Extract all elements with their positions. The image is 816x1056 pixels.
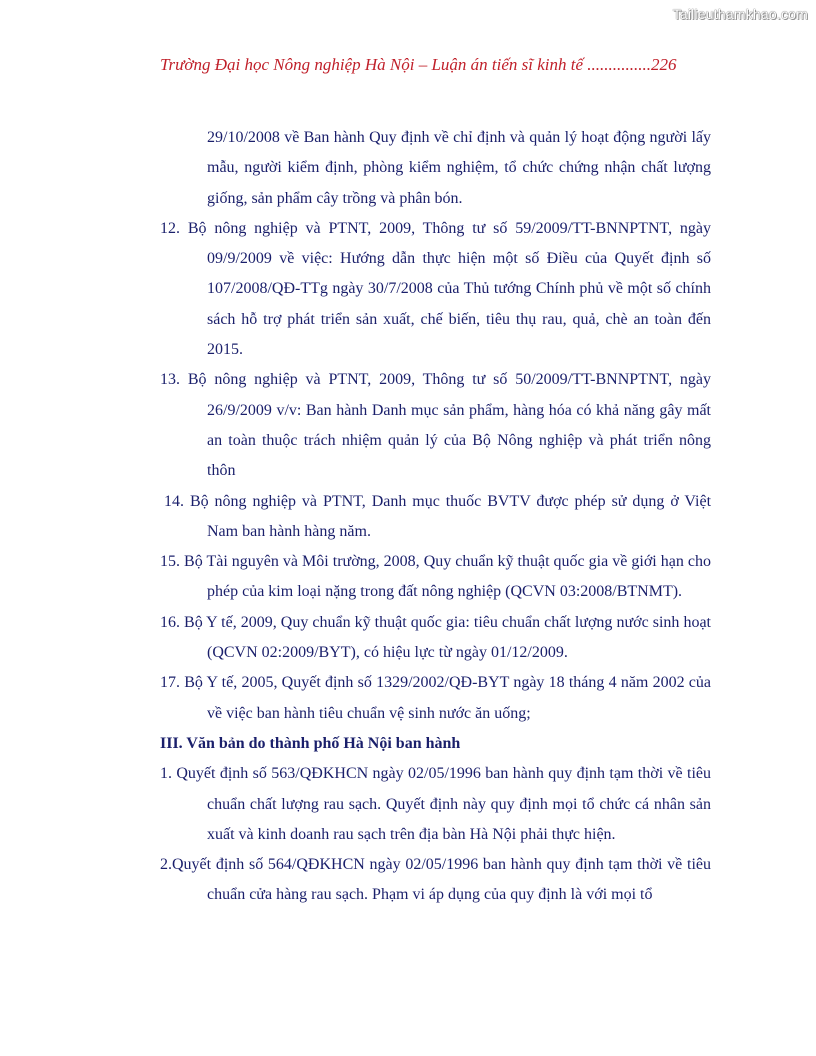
- list-item: [160, 365, 711, 486]
- list-item: [160, 668, 711, 729]
- entry-number: 2.: [160, 856, 172, 874]
- list-item: [160, 608, 711, 669]
- reference-list: [160, 123, 711, 911]
- entry-text: Quyết định số 563/QĐKHCN ngày 02/05/1996 ban hành quy định tạm thời về tiêu chuẩn chất lượng rau sạch. Quyết định này quy định mọi tổ chức cá nhân sản xuất và kinh doanh rau sạch trên địa bàn Hà Nội phải thực hiện.: [176, 765, 711, 843]
- list-item: [160, 487, 711, 548]
- list-item: [160, 547, 711, 608]
- entry-text: 29/10/2008 về Ban hành Quy định về chỉ định và quản lý hoạt động người lấy mẫu, người kiểm định, phòng kiểm nghiệm, tổ chức chứng nhận chất lượng giống, sản phẩm cây trồng và phân bón.: [207, 129, 711, 207]
- entry-number: 1.: [160, 765, 172, 783]
- entry-text: Bộ Tài nguyên và Môi trường, 2008, Quy chuẩn kỹ thuật quốc gia về giới hạn cho phép của kim loại nặng trong đất nông nghiệp (QCVN 03:2008/BTNMT).: [184, 553, 711, 601]
- watermark: Tailieuthamkhao.com: [672, 6, 808, 22]
- entry-number: 13.: [160, 371, 180, 389]
- entry-number: 14.: [164, 492, 184, 510]
- list-item: [160, 214, 711, 365]
- list-item: [160, 123, 711, 214]
- list-item: [160, 850, 711, 911]
- entry-text: Quyết định số 564/QĐKHCN ngày 02/05/1996 ban hành quy định tạm thời về tiêu chuẩn cửa hàng rau sạch. Phạm vi áp dụng của quy định là với mọi tổ: [172, 856, 711, 904]
- entry-text: Bộ Y tế, 2009, Quy chuẩn kỹ thuật quốc gia: tiêu chuẩn chất lượng nước sinh hoạt (QCVN 02:2009/BYT), có hiệu lực từ ngày 01/12/2009.: [184, 613, 711, 662]
- entry-number: 15.: [160, 553, 180, 571]
- entry-text: Bộ nông nghiệp và PTNT, 2009, Thông tư số 50/2009/TT-BNNPTNT, ngày 26/9/2009 v/v: Ban hành Danh mục sản phẩm, hàng hóa có khả năng gây mất an toàn thuộc trách nhiệm quản lý của Bộ Nông nghiệp và phát triển nông thôn: [187, 371, 712, 480]
- section-heading: III. Văn bản do thành phố Hà Nội ban hành: [160, 734, 461, 752]
- entry-text: Bộ nông nghiệp và PTNT, 2009, Thông tư số 59/2009/TT-BNNPTNT, ngày 09/9/2009 về việc: Hướng dẫn thực hiện một số Điều của Quyết định số 107/2008/QĐ-TTg ngày 30/7/2008 của Thủ tướng Chính phủ về một số chính sách hỗ trợ phát triển sản xuất, chế biến, tiêu thụ rau, quả, chè an toàn đến 2015.: [187, 219, 712, 359]
- entry-number: 16.: [160, 613, 180, 631]
- list-item: [160, 759, 711, 850]
- entry-text: Bộ nông nghiệp và PTNT, Danh mục thuốc BVTV được phép sử dụng ở Việt Nam ban hành hàng năm.: [189, 492, 712, 540]
- page-header: Trường Đại học Nông nghiệp Hà Nội – Luận án tiến sĩ kinh tế ...............226: [160, 55, 677, 74]
- entry-number: 17.: [160, 674, 180, 692]
- entry-text: Bộ Y tế, 2005, Quyết định số 1329/2002/QĐ-BYT ngày 18 tháng 4 năm 2002 của về việc ban hành tiêu chuẩn vệ sinh nước ăn uống;: [184, 674, 712, 722]
- entry-number: 12.: [160, 219, 180, 237]
